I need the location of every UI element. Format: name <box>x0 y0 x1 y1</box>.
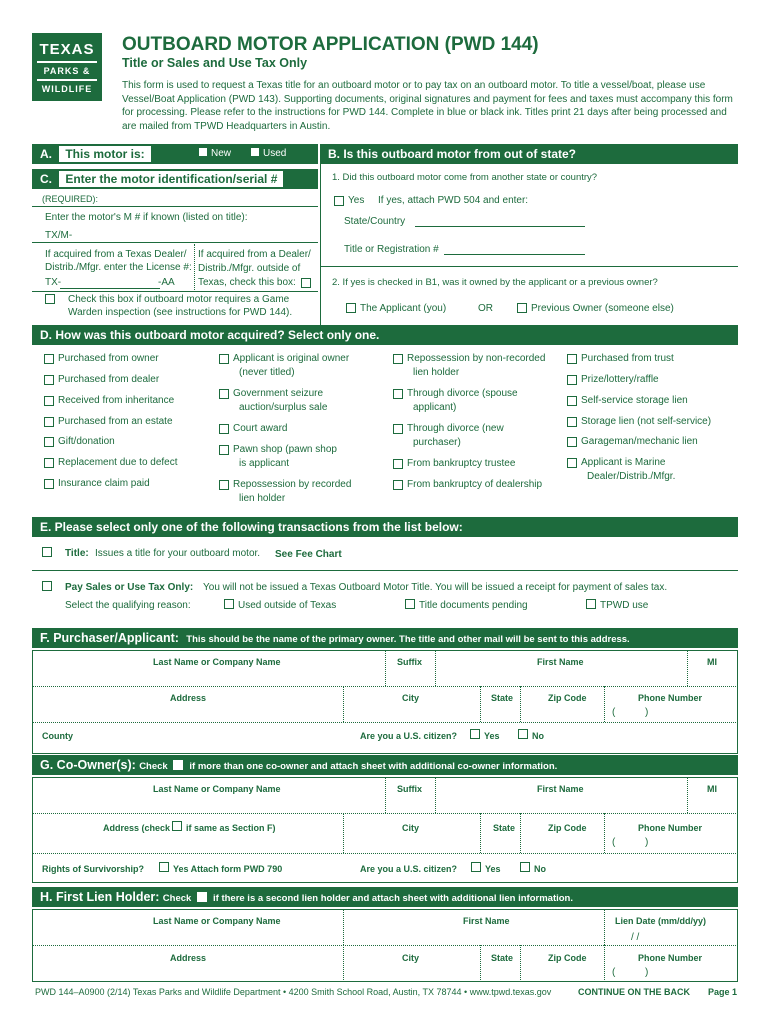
new-checkbox[interactable] <box>198 147 208 157</box>
title-reg-label: Title or Registration # <box>344 244 439 255</box>
col-divider <box>687 650 688 686</box>
warden-line2: Warden inspection (see instructions for PWD 144). <box>68 307 293 318</box>
col-divider <box>343 813 344 853</box>
footer-form-id: PWD 144–A0900 (2/14) Texas Parks and Wildlife Department • 4200 Smith School Road, Austin, TX 78744 • www.tpwd.texas.gov <box>35 987 552 997</box>
section-h-header <box>32 887 738 907</box>
license-prefix: TX- <box>45 277 62 288</box>
row-divider <box>32 686 738 687</box>
col-divider <box>480 686 481 722</box>
f-suffix-label: Suffix <box>397 657 423 667</box>
logo-line1: TEXAS <box>39 41 95 58</box>
title-docs-pending-checkbox[interactable] <box>405 599 415 609</box>
section-f-note: This should be the name of the primary owner. The title and other mail will be sent to this address. <box>186 634 630 645</box>
acquired-c4-0-checkbox[interactable] <box>567 354 577 364</box>
dealer-left-line1: If acquired from a Texas Dealer/ <box>45 249 187 260</box>
acquired-c2-1-checkbox[interactable] <box>219 389 229 399</box>
acquired-c2-3-label-line2: is applicant <box>239 458 290 469</box>
section-g-note: if more than one co-owner and attach sheet with additional co-owner information. <box>189 761 558 772</box>
f-county-label: County <box>42 731 73 741</box>
f-citizen-yes-checkbox[interactable] <box>470 729 480 739</box>
g-last-name-label: Last Name or Company Name <box>153 784 281 794</box>
section-d-header: D. How was this outboard motor acquired? Select only one. <box>32 325 738 345</box>
f-state-label: State <box>491 693 514 703</box>
acquired-c3-0-label: Repossession by non-recorded <box>407 353 546 364</box>
section-c-label: Enter the motor identification/serial # <box>59 171 283 187</box>
g-state-label: State <box>493 823 516 833</box>
f-area-code-open: ( <box>612 707 616 718</box>
g-city-label: City <box>402 823 420 833</box>
section-h-label: H. First Lien Holder: <box>40 890 160 904</box>
state-country-input-line[interactable] <box>415 226 585 227</box>
divider <box>32 206 318 207</box>
section-e-header: E. Please select only one of the following transactions from the list below: <box>32 517 738 537</box>
state-country-label: State/Country <box>344 216 406 227</box>
acquired-c4-4-label: Garageman/mechanic lien <box>581 436 698 447</box>
acquired-c1-2-checkbox[interactable] <box>44 396 54 406</box>
dealer-left-line2: Distrib./Mfgr. enter the License #: <box>45 262 192 273</box>
used-checkbox[interactable] <box>250 147 260 157</box>
logo-line3: WILDLIFE <box>41 84 93 94</box>
h-first-name-label: First Name <box>463 916 510 926</box>
f-city-label: City <box>402 693 420 703</box>
title-reg-input-line[interactable] <box>444 254 585 255</box>
col-divider <box>687 777 688 813</box>
h-area-code-close: ) <box>645 967 649 978</box>
survivorship-yes-checkbox[interactable] <box>159 862 169 872</box>
out-of-state-dealer-checkbox[interactable] <box>301 278 311 288</box>
dealer-right-line1: If acquired from a Dealer/ <box>198 249 311 260</box>
col-divider <box>343 909 344 945</box>
col-divider <box>480 945 481 982</box>
logo-line2: PARKS & <box>43 66 91 76</box>
tpwd-use-label: TPWD use <box>600 600 649 611</box>
section-g-check: Check <box>139 761 168 772</box>
g-mi-label: MI <box>707 784 717 794</box>
h-city-label: City <box>402 953 420 963</box>
intro-text: This form is used to request a Texas title for an outboard motor or to pay tax on an outboard motor. To title a vessel/boat, please use Vessel/Boat Application (PWD 143). Supporting documents, original signatures and payment for fees and taxes must accompany this form for processing. Please refer to the instructions for PWD 144. Complete in blue or black ink. Titles print 21 days after being processed and are mailed from TPWD Headquarters in Austin. <box>122 80 733 132</box>
acquired-c2-1-label: Government seizure <box>233 388 324 399</box>
col-divider <box>520 945 521 982</box>
tpwd-logo <box>32 33 102 101</box>
h-phone-label: Phone Number <box>638 953 703 963</box>
used-outside-texas-label: Used outside of Texas <box>238 600 337 611</box>
divider <box>320 266 738 267</box>
footer-continue: CONTINUE ON THE BACK <box>578 987 690 997</box>
col-divider <box>435 650 436 686</box>
col-divider <box>604 909 605 945</box>
h-area-code-open: ( <box>612 967 616 978</box>
logo-divider <box>37 79 97 81</box>
required-note: (REQUIRED): <box>42 194 98 204</box>
acquired-c4-5-label: Applicant is Marine <box>581 457 666 468</box>
g-area-code-open: ( <box>612 837 616 848</box>
h-lien-date-label: Lien Date (mm/dd/yy) <box>615 916 707 926</box>
divider <box>32 570 738 571</box>
pay-tax-text: You will not be issued a Texas Outboard Motor Title. You will be issued a receipt for payment of sales tax. <box>203 582 668 593</box>
section-h-note: if there is a second lien holder and attach sheet with additional lien information. <box>213 893 573 904</box>
g-citizen-label: Are you a U.S. citizen? <box>360 864 458 874</box>
acquired-c4-0-label: Purchased from trust <box>581 353 674 364</box>
f-mi-label: MI <box>707 657 717 667</box>
g-citizen-yes-checkbox[interactable] <box>471 862 481 872</box>
section-g-label: G. Co-Owner(s): <box>40 758 136 772</box>
f-citizen-no-label: No <box>532 731 544 741</box>
g-phone-label: Phone Number <box>638 823 703 833</box>
acquired-c1-0-label: Purchased from owner <box>58 353 159 364</box>
col-divider <box>385 650 386 686</box>
f-citizen-yes-label: Yes <box>484 731 500 741</box>
col-divider <box>343 945 344 982</box>
col-divider <box>385 777 386 813</box>
logo-divider <box>37 61 97 63</box>
b-yes-label: Yes <box>348 195 365 206</box>
acquired-c4-1-checkbox[interactable] <box>567 375 577 385</box>
acquired-c1-6-checkbox[interactable] <box>44 479 54 489</box>
acquired-c3-2-label: Through divorce (new <box>407 423 504 434</box>
row-divider <box>32 722 738 723</box>
applicant-checkbox[interactable] <box>346 303 356 313</box>
col-divider <box>604 945 605 982</box>
h-last-name-label: Last Name or Company Name <box>153 916 281 926</box>
applicant-label: The Applicant (you) <box>360 303 447 314</box>
h-address-label: Address <box>170 953 207 963</box>
acquired-c4-5-checkbox[interactable] <box>567 458 577 468</box>
f-zip-label: Zip Code <box>548 693 587 703</box>
g-citizen-no-label: No <box>534 864 546 874</box>
page-title: OUTBOARD MOTOR APPLICATION (PWD 144) <box>122 34 539 55</box>
h-state-label: State <box>491 953 514 963</box>
acquired-c3-4-checkbox[interactable] <box>393 480 403 490</box>
section-c-header <box>32 169 318 189</box>
b-yes-checkbox[interactable] <box>334 196 344 206</box>
g-first-name-label: First Name <box>537 784 584 794</box>
title-option-text: Issues a title for your outboard motor. <box>95 548 261 559</box>
acquired-c2-3-checkbox[interactable] <box>219 445 229 455</box>
acquired-c4-2-label: Self-service storage lien <box>581 395 688 406</box>
acquired-c4-3-checkbox[interactable] <box>567 417 577 427</box>
f-phone-label: Phone Number <box>638 693 703 703</box>
row-divider <box>32 853 738 854</box>
f-citizen-label: Are you a U.S. citizen? <box>360 731 458 741</box>
section-a-label: This motor is: <box>59 146 150 162</box>
acquired-c4-5-label-line2: Dealer/Distrib./Mfgr. <box>587 471 676 482</box>
g-citizen-yes-label: Yes <box>485 864 501 874</box>
col-divider <box>604 813 605 853</box>
col-divider <box>343 686 344 722</box>
divider <box>32 242 318 243</box>
f-address-label: Address <box>170 693 207 703</box>
new-label: New <box>211 148 232 159</box>
col-divider <box>520 813 521 853</box>
survivorship-yes-label: Yes Attach form PWD 790 <box>173 864 283 874</box>
pay-tax-bold: Pay Sales or Use Tax Only: <box>65 582 194 593</box>
previous-owner-label: Previous Owner (someone else) <box>531 303 674 314</box>
dealer-right-line3: Texas, check this box: <box>198 277 296 288</box>
section-f-header <box>32 628 738 648</box>
game-warden-checkbox[interactable] <box>45 294 55 304</box>
acquired-c1-6-label: Insurance claim paid <box>58 478 150 489</box>
section-g-header <box>32 755 738 775</box>
col-divider <box>520 686 521 722</box>
acquired-c2-4-checkbox[interactable] <box>219 480 229 490</box>
ab-divider <box>320 164 321 325</box>
acquired-c2-0-label-line2: (never titled) <box>239 367 295 378</box>
section-f-label: F. Purchaser/Applicant: <box>40 631 179 645</box>
acquired-c2-4-label: Repossession by recorded <box>233 479 352 490</box>
acquired-c4-1-label: Prize/lottery/raffle <box>581 374 659 385</box>
f-last-name-label: Last Name or Company Name <box>153 657 281 667</box>
previous-owner-checkbox[interactable] <box>517 303 527 313</box>
title-option-bold: Title: <box>65 548 89 559</box>
col-divider <box>435 777 436 813</box>
tx-m-prefix: TX/M- <box>45 230 73 241</box>
qualifying-reason-label: Select the qualifying reason: <box>65 600 191 611</box>
section-c-letter: C. <box>40 172 52 186</box>
g-citizen-no-checkbox[interactable] <box>520 862 530 872</box>
title-option-checkbox[interactable] <box>42 547 52 557</box>
footer-page: Page 1 <box>708 987 738 997</box>
mnum-label: Enter the motor's M # if known (listed on title): <box>45 212 248 223</box>
b-question1: 1. Did this outboard motor come from another state or country? <box>332 172 598 183</box>
acquired-c3-1-label-line2: applicant) <box>413 402 457 413</box>
acquired-c4-2-checkbox[interactable] <box>567 396 577 406</box>
acquired-c2-2-label: Court award <box>233 423 288 434</box>
title-docs-pending-label: Title documents pending <box>419 600 528 611</box>
section-b-header: B. Is this outboard motor from out of state? <box>320 144 738 164</box>
acquired-c2-0-label: Applicant is original owner <box>233 353 350 364</box>
col-divider <box>480 813 481 853</box>
new-option[interactable] <box>198 144 231 164</box>
acquired-c3-0-checkbox[interactable] <box>393 354 403 364</box>
acquired-c2-3-label: Pawn shop (pawn shop <box>233 444 337 455</box>
acquired-c4-3-label: Storage lien (not self-service) <box>581 416 712 427</box>
acquired-c1-3-checkbox[interactable] <box>44 417 54 427</box>
g-suffix-label: Suffix <box>397 784 423 794</box>
acquired-c2-1-label-line2: auction/surplus sale <box>239 402 328 413</box>
license-input-line[interactable] <box>60 288 160 289</box>
acquired-c1-1-checkbox[interactable] <box>44 375 54 385</box>
divider <box>32 291 318 292</box>
used-outside-texas-checkbox[interactable] <box>224 599 234 609</box>
b-question2: 2. If yes is checked in B1, was it owned by the applicant or a previous owner? <box>332 277 658 288</box>
or-label: OR <box>478 303 493 314</box>
h-zip-label: Zip Code <box>548 953 587 963</box>
acquired-c1-5-checkbox[interactable] <box>44 458 54 468</box>
acquired-c3-3-checkbox[interactable] <box>393 459 403 469</box>
b-yes-note: If yes, attach PWD 504 and enter: <box>378 195 529 206</box>
same-address-checkbox[interactable] <box>172 821 182 831</box>
g-area-code-close: ) <box>645 837 649 848</box>
acquired-c1-5-label: Replacement due to defect <box>58 457 178 468</box>
f-area-code-close: ) <box>645 707 649 718</box>
acquired-c3-1-label: Through divorce (spouse <box>407 388 518 399</box>
survivorship-label: Rights of Survivorship? <box>42 864 145 874</box>
col-divider <box>604 686 605 722</box>
second-lien-checkbox[interactable] <box>197 892 207 902</box>
acquired-c3-4-label: From bankruptcy of dealership <box>407 479 543 490</box>
acquired-c1-4-label: Gift/donation <box>58 436 115 447</box>
g-address-same-label: if same as Section F) <box>186 823 276 833</box>
additional-coowner-checkbox[interactable] <box>173 760 183 770</box>
row-divider <box>32 945 738 946</box>
acquired-c3-3-label: From bankruptcy trustee <box>407 458 516 469</box>
acquired-c3-1-checkbox[interactable] <box>393 389 403 399</box>
acquired-c3-2-label-line2: purchaser) <box>413 437 461 448</box>
row-divider <box>32 813 738 814</box>
see-fee-chart-link[interactable]: See Fee Chart <box>275 549 342 560</box>
g-address-check-label: Address (check <box>103 823 171 833</box>
acquired-c3-0-label-line2: lien holder <box>413 367 460 378</box>
acquired-c3-2-checkbox[interactable] <box>393 424 403 434</box>
page-subtitle: Title or Sales and Use Tax Only <box>122 56 308 70</box>
pay-tax-option-checkbox[interactable] <box>42 581 52 591</box>
section-a-letter: A. <box>40 147 52 161</box>
acquired-c2-0-checkbox[interactable] <box>219 354 229 364</box>
used-label: Used <box>263 148 287 159</box>
dealer-right-line2: Distrib./Mfgr. outside of <box>198 263 301 274</box>
tpwd-use-checkbox[interactable] <box>586 599 596 609</box>
acquired-c1-0-checkbox[interactable] <box>44 354 54 364</box>
license-suffix: -AA <box>158 277 175 288</box>
acquired-c4-4-checkbox[interactable] <box>567 437 577 447</box>
g-zip-label: Zip Code <box>548 823 587 833</box>
acquired-c2-4-label-line2: lien holder <box>239 493 286 504</box>
acquired-c1-4-checkbox[interactable] <box>44 437 54 447</box>
f-citizen-no-checkbox[interactable] <box>518 729 528 739</box>
acquired-c1-3-label: Purchased from an estate <box>58 416 173 427</box>
dotted-divider <box>194 244 195 292</box>
acquired-c1-2-label: Received from inheritance <box>58 395 175 406</box>
acquired-c2-2-checkbox[interactable] <box>219 424 229 434</box>
used-option[interactable] <box>250 144 286 164</box>
section-a-header <box>32 144 318 164</box>
h-lien-date-slashes: / / <box>631 932 640 943</box>
acquired-c1-1-label: Purchased from dealer <box>58 374 160 385</box>
warden-line1: Check this box if outboard motor requires a Game <box>68 294 290 305</box>
section-h-check: Check <box>162 893 192 904</box>
f-first-name-label: First Name <box>537 657 584 667</box>
